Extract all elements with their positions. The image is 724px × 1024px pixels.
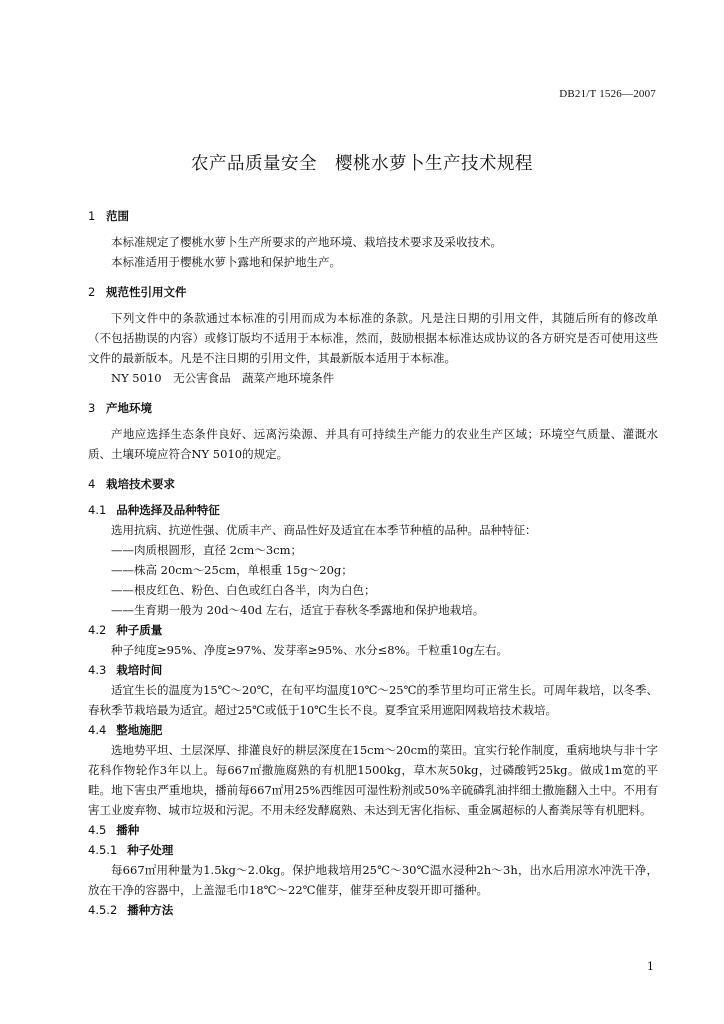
section-number: 4 bbox=[88, 477, 96, 491]
section-title: 产地环境 bbox=[106, 401, 152, 415]
section-2-heading bbox=[88, 284, 658, 300]
paragraph: 下列文件中的条款通过本标准的引用而成为本标准的条款。凡是注日期的引用文件，其随后所有的修改单（不包括勘误的内容）或修订版均不适用于本标准，然而，鼓励根据本标准达成协议的各方研究是否可使用这些文件的最新版本。凡是不注日期的引用文件，其最新版本适用于本标准。 bbox=[88, 311, 658, 365]
section-number: 1 bbox=[88, 209, 96, 223]
section-number: 2 bbox=[88, 285, 96, 299]
paragraph: 种子纯度≥95%、净度≥97%、发芽率≥95%、水分≤8%。千粒重10g左右。 bbox=[111, 643, 508, 657]
paragraph: 每667㎡用种量为1.5kg～2.0kg。保护地栽培用25℃～30℃温水浸种2h～3h，出水后用凉水冲洗干净，放在干净的容器中，上盖湿毛巾18℃～22℃催芽，催芽至种皮裂开即可播种。 bbox=[88, 863, 658, 897]
section-title: 范围 bbox=[106, 209, 129, 223]
document-title: 农产品质量安全 樱桃水萝卜生产技术规程 bbox=[191, 154, 533, 174]
subsection-title: 播种 bbox=[116, 823, 140, 837]
list-item: ——根皮红色、粉色、白色或红白各半，肉为白色； bbox=[111, 583, 376, 597]
subsection-4-1-heading bbox=[88, 500, 658, 520]
subsection-number: 4.2 bbox=[88, 623, 107, 637]
subsection-title: 播种方法 bbox=[127, 903, 174, 917]
subsection-title: 种子质量 bbox=[116, 623, 163, 637]
paragraph: 本标准适用于樱桃水萝卜露地和保护地生产。 bbox=[111, 255, 341, 269]
standard-number: DB21/T 1526—2007 bbox=[559, 88, 656, 100]
subsection-4-3-heading bbox=[88, 660, 658, 680]
subsection-title: 整地施肥 bbox=[116, 723, 163, 737]
subsection-4-4-heading bbox=[88, 720, 658, 740]
section-4-heading bbox=[88, 476, 658, 492]
subsection-number: 4.5.1 bbox=[88, 843, 118, 857]
list-item: ——株高 20cm～25cm，单根重 15g～20g； bbox=[111, 563, 353, 577]
section-number: 3 bbox=[88, 401, 96, 415]
reference-item: NY 5010 无公害食品 蔬菜产地环境条件 bbox=[111, 371, 335, 385]
list-item: ——生育期一般为 20d～40d 左右，适宜于春秋冬季露地和保护地栽培。 bbox=[111, 603, 485, 617]
page-number: 1 bbox=[647, 960, 654, 973]
section-title: 栽培技术要求 bbox=[106, 477, 175, 491]
subsection-title: 种子处理 bbox=[127, 843, 174, 857]
subsection-4-2-heading bbox=[88, 620, 658, 640]
subsection-number: 4.4 bbox=[88, 723, 107, 737]
subsection-number: 4.5 bbox=[88, 823, 107, 837]
paragraph: 选用抗病、抗逆性强、优质丰产、商品性好及适宜在本季节种植的品种。品种特征： bbox=[111, 523, 537, 537]
paragraph: 选地势平坦、土层深厚、排灌良好的耕层深度在15cm～20cm的菜田。宜实行轮作制度，重病地块与非十字花科作物轮作3年以上。每667㎡撒施腐熟的有机肥1500kg，草木灰50kg，过磷酸钙25kg。做成1m宽的平畦。地下害虫严重地块，播前每667㎡用25%西维因可湿性粉剂或50%辛硫磷乳油拌细土撒施翻入土中。不用有害工业废弃物、城市垃圾和污泥。不用未经发酵腐熟、未达到无害化指标、重金属超标的人畜粪尿等有机肥料。 bbox=[88, 743, 658, 817]
subsection-number: 4.1 bbox=[88, 503, 107, 517]
paragraph: 适宜生长的温度为15℃～20℃，在旬平均温度10℃～25℃的季节里均可正常生长。可周年栽培，以冬季、春秋季节栽培最为适宜。超过25℃或低于10℃生长不良。夏季宜采用遮阳网栽培技术栽培。 bbox=[88, 683, 658, 717]
section-1-heading bbox=[88, 208, 658, 224]
subsection-4-5-1-heading bbox=[88, 840, 658, 860]
subsection-4-5-2-heading bbox=[88, 900, 658, 920]
paragraph: 产地应选择生态条件良好、远离污染源、并具有可持续生产能力的农业生产区域；环境空气质量、灌溉水质、土壤环境应符合NY 5010的规定。 bbox=[88, 427, 658, 461]
document-body bbox=[88, 208, 658, 920]
section-title: 规范性引用文件 bbox=[106, 285, 187, 299]
subsection-number: 4.5.2 bbox=[88, 903, 118, 917]
subsection-title: 栽培时间 bbox=[116, 663, 163, 677]
subsection-number: 4.3 bbox=[88, 663, 107, 677]
list-item: ——肉质根圆形，直径 2cm～3cm； bbox=[111, 543, 302, 557]
section-3-heading bbox=[88, 400, 658, 416]
subsection-4-5-heading bbox=[88, 820, 658, 840]
subsection-title: 品种选择及品种特征 bbox=[116, 503, 220, 517]
paragraph: 本标准规定了樱桃水萝卜生产所要求的产地环境、栽培技术要求及采收技术。 bbox=[111, 235, 502, 249]
